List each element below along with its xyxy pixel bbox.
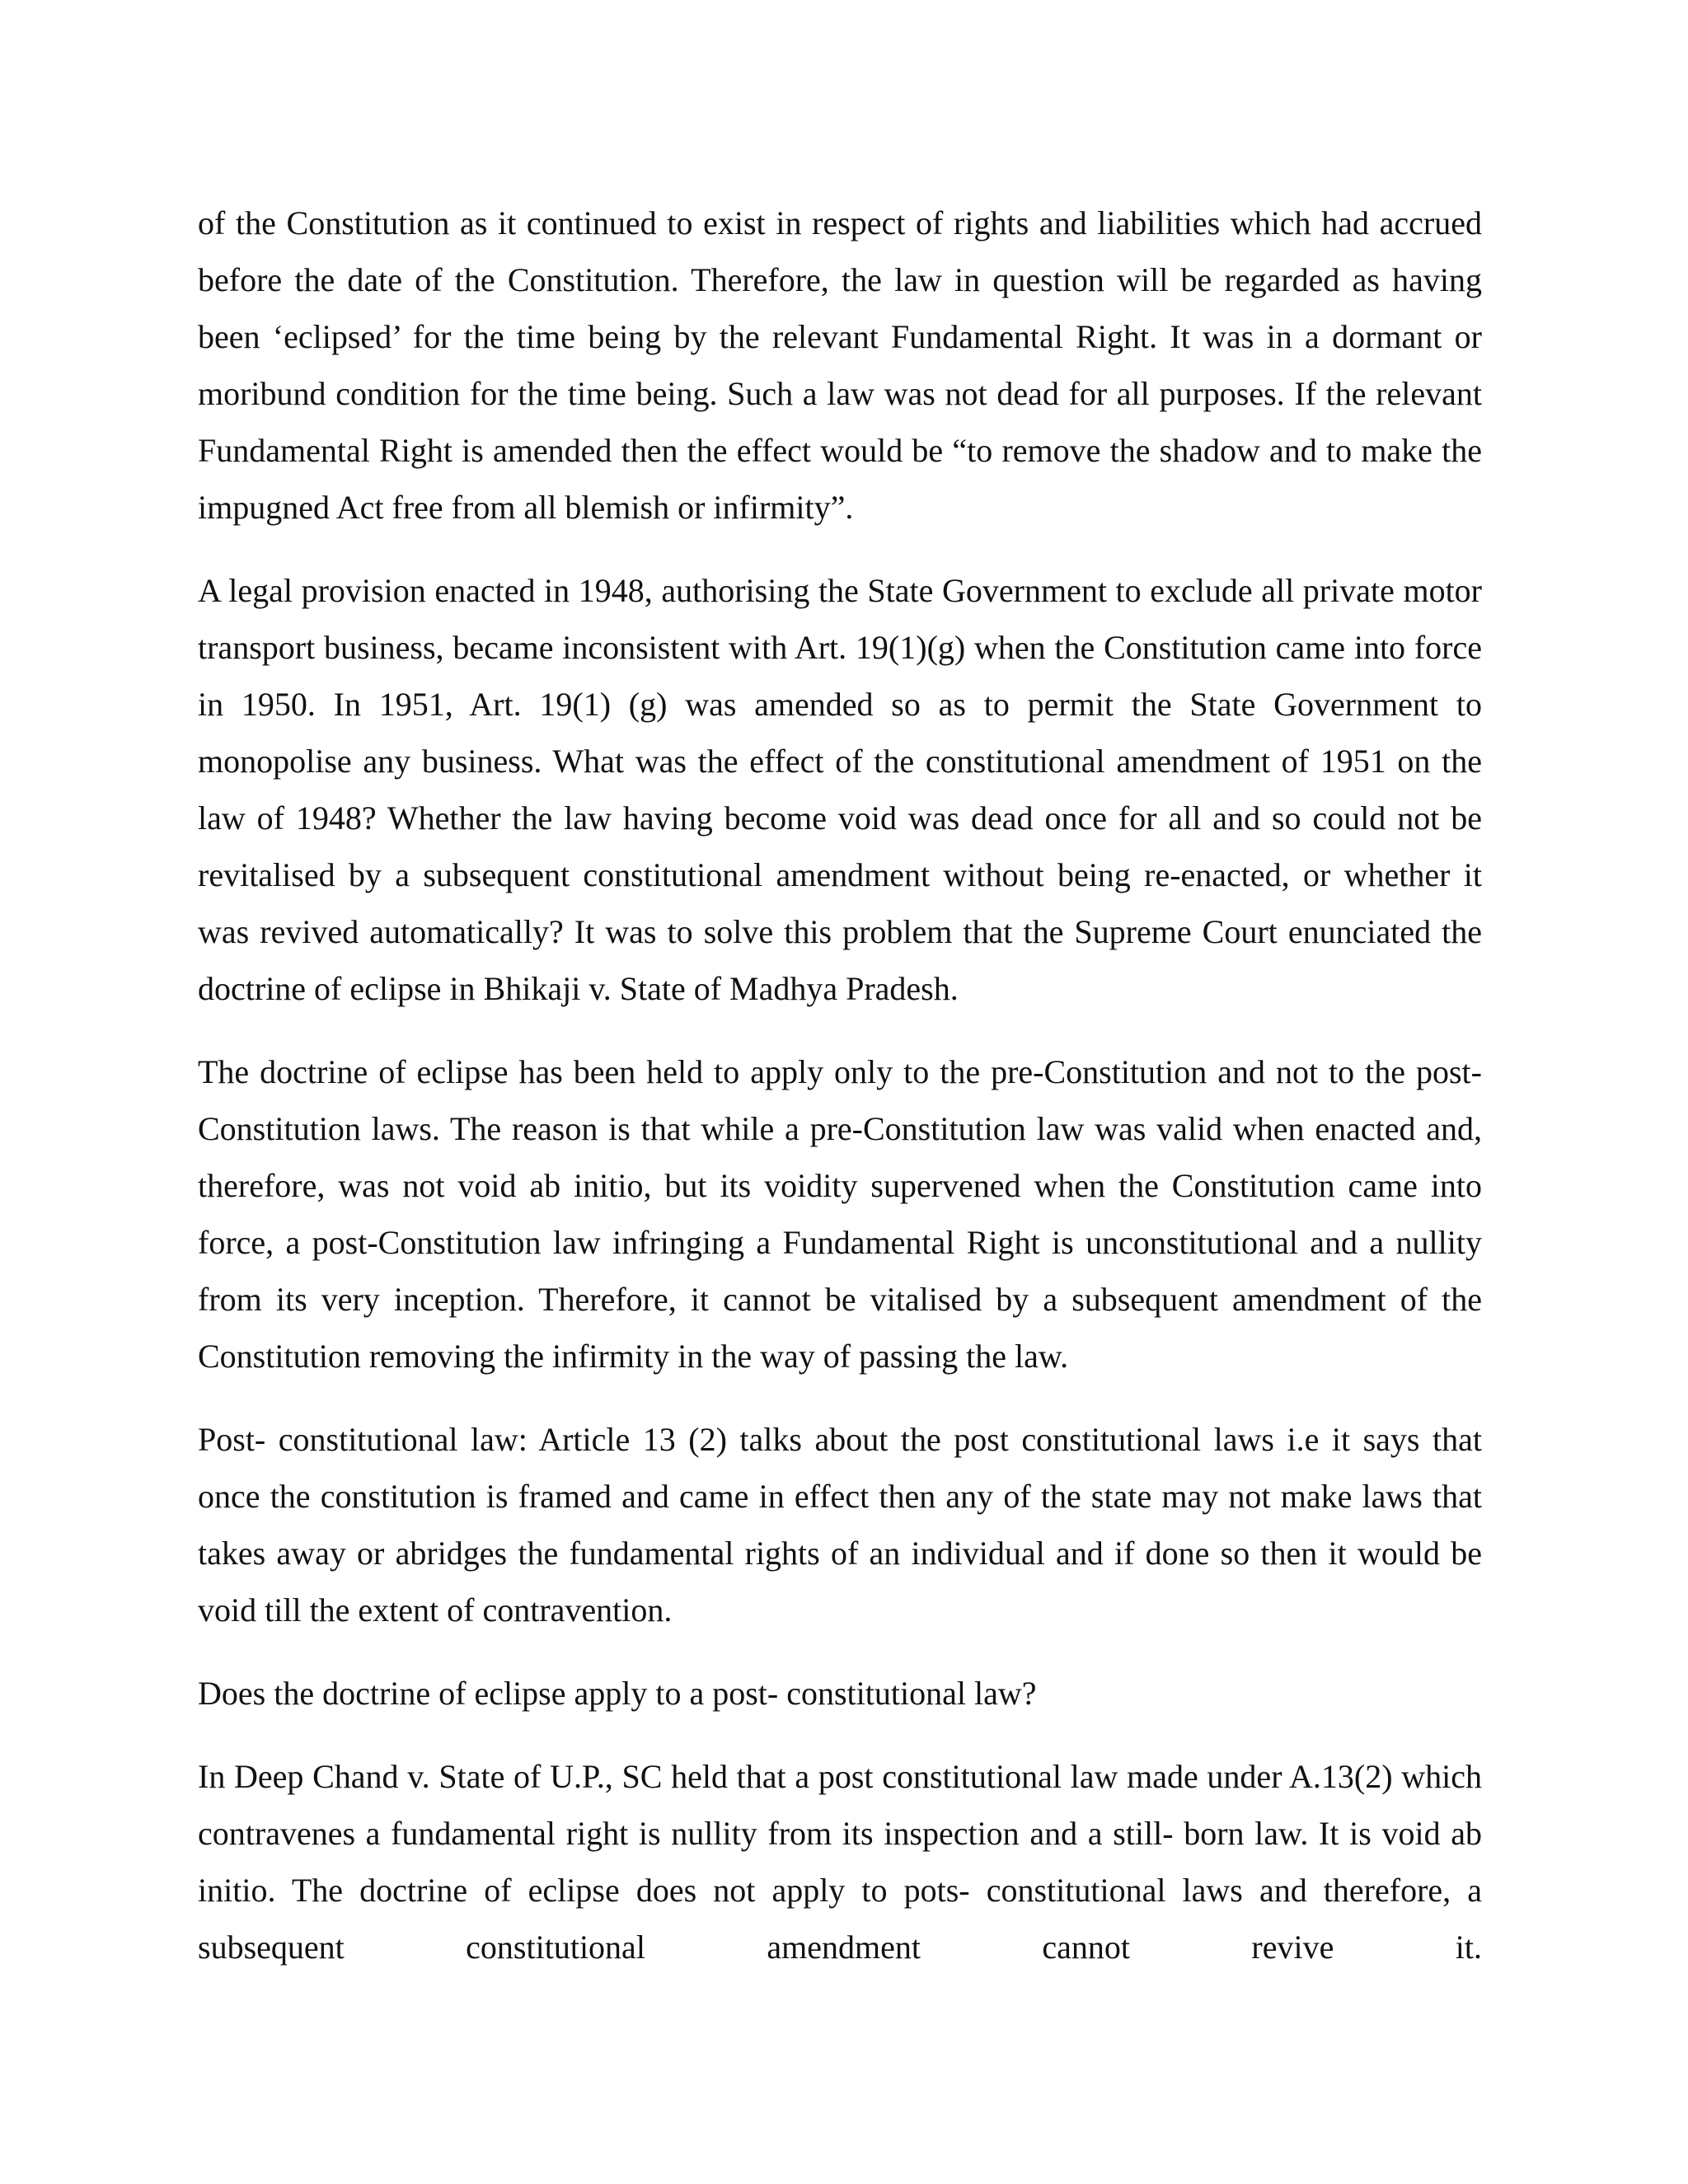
paragraph-1948-provision: A legal provision enacted in 1948, authorising the State Government to exclude all private motor transport business, became inconsistent with Art. 19(1)(g) when the Constitution came into force in 1950. In 1951, Art. 19(1) (g) was amended so as to permit the State Government to monopolise any business. What was the effect of the constitutional amendment of 1951 on the law of 1948? Whether the law having become void was dead once for all and so could not be revitalised by a subsequent constitutional amendment without being re-enacted, or whether it was revived automatically? It was to solve this problem that the Supreme Court enunciated the doctrine of eclipse in Bhikaji v. State of Madhya Pradesh. xyxy=(198,572,1482,1007)
paragraph-question: Does the doctrine of eclipse apply to a post- constitutional law? xyxy=(198,1675,1037,1712)
paragraph-article-13-2: Post- constitutional law: Article 13 (2) talks about the post constitutional laws i.e it says that once the constitution is framed and came in effect then any of the state may not make laws that takes away or abridges the fundamental rights of an individual and if done so then it would be void till the extent of contravention. xyxy=(198,1421,1482,1629)
paragraph-deep-chand: In Deep Chand v. State of U.P., SC held that a post constitutional law made under A.13(2) which contravenes a fundamental right is nullity from its inspection and a still- born law. It is void ab initio. The doctrine of eclipse does not apply to pots- constitutional laws and therefore, a subsequent constitutional amendment cannot revive it. xyxy=(198,1758,1482,1966)
document-page xyxy=(198,194,1482,2002)
paragraph-eclipsed-law: of the Constitution as it continued to exist in respect of rights and liabilities which had accrued before the date of the Constitution. Therefore, the law in question will be regarded as having been ‘eclipsed’ for the time being by the relevant Fundamental Right. It was in a dormant or moribund condition for the time being. Such a law was not dead for all purposes. If the relevant Fundamental Right is amended then the effect would be “to remove the shadow and to make the impugned Act free from all blemish or infirmity”. xyxy=(198,204,1482,526)
paragraph-pre-post-constitution: The doctrine of eclipse has been held to apply only to the pre-Constitution and not to the post-Constitution laws. The reason is that while a pre-Constitution law was valid when enacted and, therefore, was not void ab initio, but its voidity supervened when the Constitution came into force, a post-Constitution law infringing a Fundamental Right is unconstitutional and a nullity from its very inception. Therefore, it cannot be vitalised by a subsequent amendment of the Constitution removing the infirmity in the way of passing the law. xyxy=(198,1053,1482,1375)
